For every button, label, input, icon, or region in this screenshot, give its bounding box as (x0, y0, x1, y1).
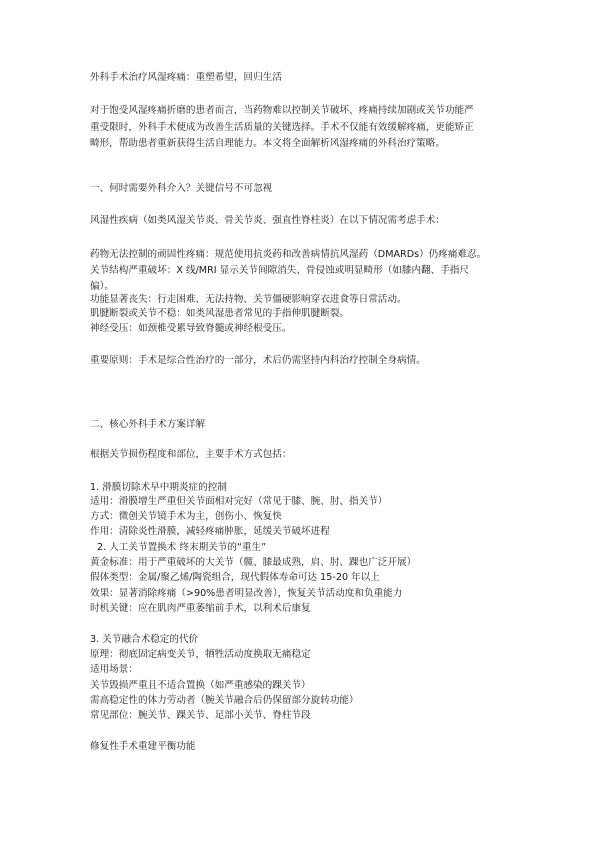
section1-item: 关节结构严重破坏：X 线/MRI 显示关节间隙消失、骨侵蚀或明显畸形（如膝内翻、手指尺 (90, 265, 470, 276)
block2-heading: 2. 人工关节置换术 终末期关节的“重生” (97, 542, 267, 553)
section2-heading: 二、核心外科手术方案详解 (90, 419, 206, 430)
section1-principle: 重要原则：手术是综合性治疗的一部分，术后仍需坚持内科治疗控制全身病情。 (90, 355, 426, 366)
block2-line: 效果：显著消除疼痛（>90%患者明显改善），恢复关节活动度和负重能力 (90, 588, 403, 599)
block1-line: 作用：清除炎性滑膜，减轻疼痛肿胀，延缓关节破坏进程 (90, 526, 330, 537)
section1-lead: 风湿性疾病（如类风湿关节炎、骨关节炎、强直性脊柱炎）在以下情况需考虑手术： (90, 215, 445, 226)
block1-line: 方式：微创关节镜手术为主，创伤小、恢复快 (90, 511, 282, 522)
intro-line-1: 对于饱受风湿疼痛折磨的患者而言，当药物难以控制关节破坏、疼痛持续加剧或关节功能严 (90, 105, 474, 116)
section1-item: 药物无法控制的顽固性疼痛：规范使用抗炎药和改善病情抗风湿药（DMARDs）仍疼痛难忍。 (90, 249, 487, 260)
section1-item: 神经受压：如颈椎受累导致脊髓或神经根受压。 (90, 323, 292, 334)
block3-heading: 3. 关节融合术稳定的代价 (90, 634, 199, 645)
block3-line: 关节毁损严重且不适合置换（如严重感染的踝关节） (90, 680, 311, 691)
block3-line: 原理：彻底固定病变关节，牺牲活动度换取无痛稳定 (90, 649, 311, 660)
block3-line: 常见部位：腕关节、踝关节、足部小关节、脊柱节段 (90, 710, 311, 721)
block2-line: 黄金标准：用于严重破坏的大关节（髋、膝最成熟，肩、肘、踝也广泛开展） (90, 557, 417, 568)
block1-heading: 1. 滑膜切除术早中期炎症的控制 (90, 482, 227, 493)
section1-heading: 一、何时需要外科介入？关键信号不可忽视 (90, 183, 273, 194)
intro-line-2: 重受限时，外科手术便成为改善生活质量的关键选择。手术不仅能有效缓解疼痛，更能矫正 (90, 122, 474, 133)
block4-heading: 修复性手术重建平衡功能 (90, 741, 196, 752)
block3-line: 适用场景： (90, 664, 138, 675)
intro-line-3: 畸形，帮助患者重新获得生活自理能力。本文将全面解析风湿疼痛的外科治疗策略。 (90, 138, 445, 149)
block3-line: 需高稳定性的体力劳动者（腕关节融合后仍保留部分旋转功能） (90, 695, 359, 706)
block2-line: 时机关键：应在肌肉严重萎缩前手术，以利术后康复 (90, 603, 311, 614)
section1-item: 功能显著丧失：行走困难、无法持物、关节僵硬影响穿衣进食等日常活动。 (90, 294, 407, 305)
section1-item: 肌腱断裂或关节不稳：如类风湿患者常见的手指伸肌腱断裂。 (90, 308, 350, 319)
section1-item: 偏）。 (90, 281, 114, 292)
block1-line: 适用：滑膜增生严重但关节面相对完好（常见于膝、腕、肘、指关节） (90, 496, 388, 507)
block2-line: 假体类型：金属/聚乙烯/陶瓷组合，现代假体寿命可达 15-20 年以上 (90, 572, 380, 583)
section2-lead: 根据关节损伤程度和部位，主要手术方式包括： (90, 449, 292, 460)
doc-title: 外科手术治疗风湿疼痛：重塑希望，回归生活 (90, 72, 282, 83)
